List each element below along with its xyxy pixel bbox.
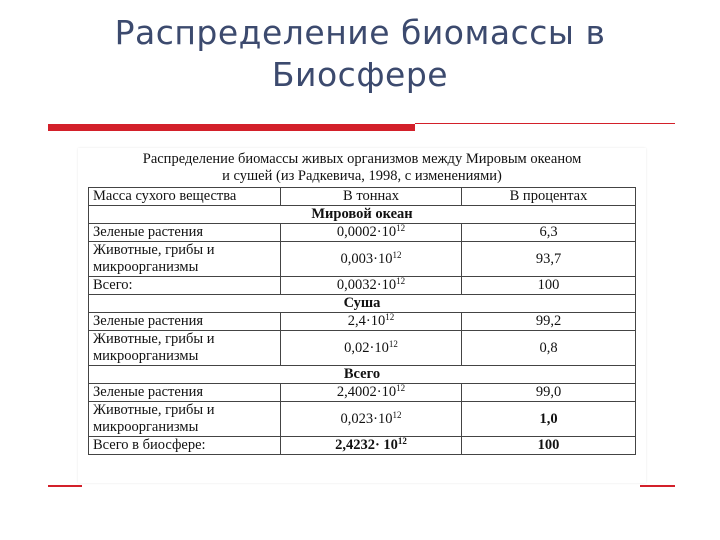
table-caption	[88, 151, 636, 185]
table-row	[89, 402, 636, 437]
section-title-ocean: Мировой океан	[89, 206, 636, 224]
accent-line	[415, 123, 675, 124]
table-row	[89, 331, 636, 366]
bottom-accent-line-right	[640, 485, 675, 487]
row-tons	[281, 277, 462, 295]
row-percent: 93,7	[462, 242, 636, 277]
row-label: Животные, грибы и микроорганизмы	[89, 402, 281, 437]
row-label: Животные, грибы и микроорганизмы	[89, 331, 281, 366]
table-caption-line-1: Распределение биомассы живых организмов между Мировым океаном	[142, 151, 582, 167]
row-percent: 6,3	[462, 224, 636, 242]
tons-exponent: 12	[396, 223, 406, 233]
section-row	[89, 366, 636, 384]
row-label: Зеленые растения	[89, 384, 281, 402]
tons-exponent: 12	[385, 312, 395, 322]
tons-mantissa: 2,4·10	[347, 313, 386, 329]
header-cell-tons: В тоннах	[281, 188, 462, 206]
table-row	[89, 277, 636, 295]
slide-title-line-1: Распределение биомассы в	[114, 13, 606, 52]
section-title-land: Суша	[89, 295, 636, 313]
row-percent: 99,0	[462, 384, 636, 402]
accent-bar	[48, 124, 415, 131]
slide-title-line-2: Биосфере	[271, 55, 449, 94]
table-image-panel	[78, 148, 646, 483]
biomass-table	[88, 187, 636, 455]
row-tons	[281, 402, 462, 437]
row-tons	[281, 242, 462, 277]
header-cell-mass: Масса сухого вещества	[89, 188, 281, 206]
tons-exponent: 12	[392, 249, 402, 260]
tons-exponent: 12	[388, 338, 398, 349]
row-label: Животные, грибы и микроорганизмы	[89, 242, 281, 277]
table-row	[89, 224, 636, 242]
row-tons	[281, 313, 462, 331]
table-row	[89, 437, 636, 455]
row-tons	[281, 224, 462, 242]
tons-exponent: 12	[392, 409, 402, 420]
row-percent: 0,8	[462, 331, 636, 366]
row-tons	[281, 331, 462, 366]
tons-exponent: 12	[397, 436, 407, 446]
header-cell-percent: В процентах	[462, 188, 636, 206]
table-row	[89, 384, 636, 402]
row-percent: 100	[462, 277, 636, 295]
section-title-total: Всего	[89, 366, 636, 384]
table-caption-line-2: и сушей (из Радкевича, 1998, с изменениями)	[222, 168, 502, 184]
table-row	[89, 313, 636, 331]
tons-mantissa: 2,4232· 10	[335, 437, 398, 453]
tons-mantissa: 0,0002·10	[336, 224, 397, 240]
bottom-accent-line-left	[48, 485, 82, 487]
row-label: Всего:	[89, 277, 281, 295]
row-label: Зеленые растения	[89, 224, 281, 242]
slide-title	[60, 12, 660, 96]
row-label: Зеленые растения	[89, 313, 281, 331]
tons-mantissa: 2,4002·10	[336, 384, 397, 400]
tons-mantissa: 0,003·10	[340, 250, 393, 267]
section-row	[89, 206, 636, 224]
row-percent: 99,2	[462, 313, 636, 331]
tons-mantissa: 0,0032·10	[336, 277, 397, 293]
row-percent: 1,0	[462, 402, 636, 437]
row-percent: 100	[462, 437, 636, 455]
tons-exponent: 12	[396, 383, 406, 393]
section-row	[89, 295, 636, 313]
tons-exponent: 12	[396, 276, 406, 286]
tons-mantissa: 0,02·10	[344, 339, 389, 356]
row-tons	[281, 384, 462, 402]
table-header-row	[89, 188, 636, 206]
row-label: Всего в биосфере:	[89, 437, 281, 455]
row-tons	[281, 437, 462, 455]
tons-mantissa: 0,023·10	[340, 410, 393, 427]
table-row	[89, 242, 636, 277]
